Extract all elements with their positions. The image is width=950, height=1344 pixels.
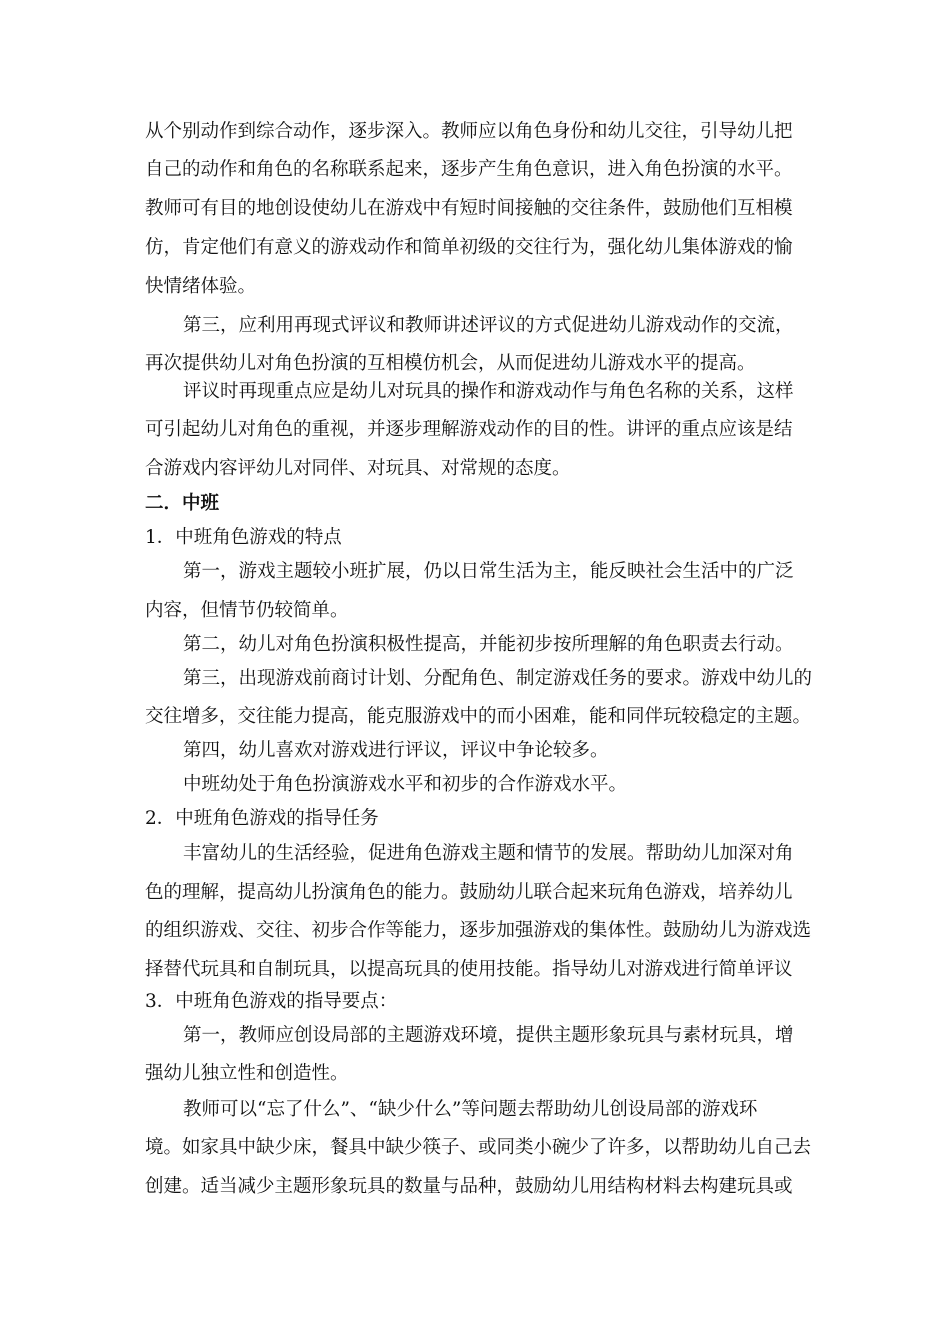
paragraph-line: 自己的动作和角色的名称联系起来，逐步产生角色意识，进入角色扮演的水平。 <box>145 159 793 180</box>
paragraph-line: 丰富幼儿的生活经验，促进角色游戏主题和情节的发展。帮助幼儿加深对角 <box>183 843 794 864</box>
paragraph-line: 色的理解，提高幼儿扮演角色的能力。鼓励幼儿联合起来玩角色游戏，培养幼儿 <box>145 882 793 903</box>
paragraph-line: 从个别动作到综合动作，逐步深入。教师应以角色身份和幼儿交往，引导幼儿把 <box>145 121 793 142</box>
paragraph-line: 第一，游戏主题较小班扩展，仍以日常生活为主，能反映社会生活中的广泛 <box>183 561 794 582</box>
paragraph-line: 交往增多，交往能力提高，能克服游戏中的而小困难，能和同伴玩较稳定的主题。 <box>145 706 812 727</box>
subsection-heading: 1．中班角色游戏的特点 <box>145 527 342 548</box>
subsection-heading: 2．中班角色游戏的指导任务 <box>145 808 379 829</box>
paragraph-line: 中班幼处于角色扮演游戏水平和初步的合作游戏水平。 <box>183 774 628 795</box>
paragraph-line: 强幼儿独立性和创造性。 <box>145 1063 349 1084</box>
paragraph-line: 再次提供幼儿对角色扮演的互相模仿机会，从而促进幼儿游戏水平的提高。 <box>145 353 756 374</box>
paragraph-line: 创建。适当减少主题形象玩具的数量与品种，鼓励幼儿用结构材料去构建玩具或 <box>145 1176 793 1197</box>
paragraph-line: 的组织游戏、交往、初步合作等能力，逐步加强游戏的集体性。鼓励幼儿为游戏选 <box>145 920 812 941</box>
subsection-heading: 3．中班角色游戏的指导要点： <box>145 991 398 1012</box>
paragraph-line: 仿，肯定他们有意义的游戏动作和简单初级的交往行为，强化幼儿集体游戏的愉 <box>145 237 793 258</box>
section-heading: 二．中班 <box>145 493 220 514</box>
paragraph-line: 第四，幼儿喜欢对游戏进行评议，评议中争论较多。 <box>183 740 609 761</box>
paragraph-line: 评议时再现重点应是幼儿对玩具的操作和游戏动作与角色名称的关系，这样 <box>183 381 794 402</box>
paragraph-line: 合游戏内容评幼儿对同伴、对玩具、对常规的态度。 <box>145 458 571 479</box>
paragraph-line: 第三，应利用再现式评议和教师讲述评议的方式促进幼儿游戏动作的交流， <box>183 315 794 336</box>
paragraph-line: 第一，教师应创设局部的主题游戏环境，提供主题形象玩具与素材玩具，增 <box>183 1025 794 1046</box>
paragraph-line: 教师可有目的地创设使幼儿在游戏中有短时间接触的交往条件，鼓励他们互相模 <box>145 198 793 219</box>
paragraph-line: 境。如家具中缺少床，餐具中缺少筷子、或同类小碗少了许多，以帮助幼儿自己去 <box>145 1137 812 1158</box>
paragraph-line: 内容，但情节仍较简单。 <box>145 600 349 621</box>
paragraph-line: 快情绪体验。 <box>145 276 257 297</box>
paragraph-line: 第二，幼儿对角色扮演积极性提高，并能初步按所理解的角色职责去行动。 <box>183 634 794 655</box>
paragraph-line: 可引起幼儿对角色的重视，并逐步理解游戏动作的目的性。讲评的重点应该是结 <box>145 419 793 440</box>
paragraph-line: 择替代玩具和自制玩具，以提高玩具的使用技能。指导幼儿对游戏进行简单评议 <box>145 959 793 980</box>
paragraph-line: 教师可以“忘了什么”、“缺少什么”等问题去帮助幼儿创设局部的游戏环 <box>183 1099 758 1120</box>
paragraph-line: 第三，出现游戏前商讨计划、分配角色、制定游戏任务的要求。游戏中幼儿的 <box>183 668 813 689</box>
